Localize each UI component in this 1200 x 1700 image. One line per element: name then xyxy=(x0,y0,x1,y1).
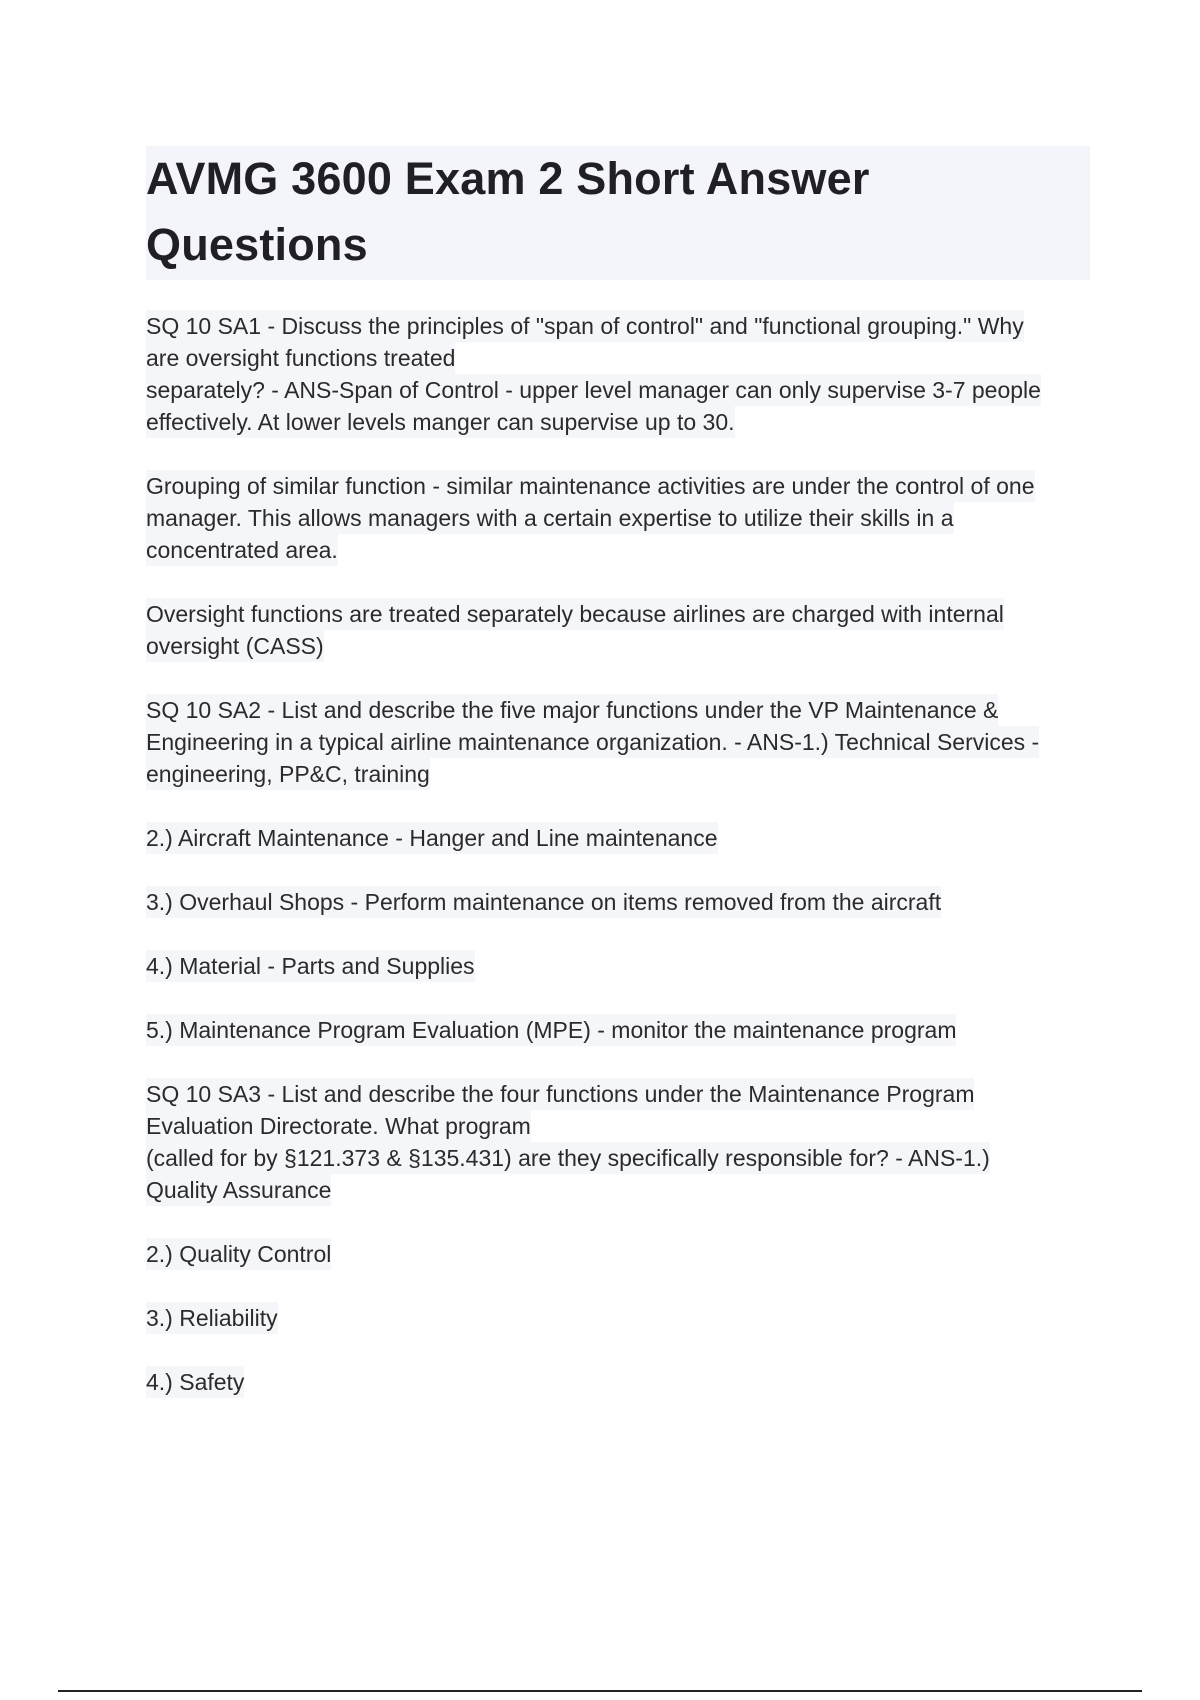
text-line: oversight (CASS) xyxy=(146,630,324,662)
text-line: 4.) Material - Parts and Supplies xyxy=(146,950,475,982)
text-line: Quality Assurance xyxy=(146,1174,331,1206)
text-line: Evaluation Directorate. What program xyxy=(146,1110,531,1142)
list-item xyxy=(146,1238,1090,1270)
list-item xyxy=(146,950,1090,982)
document-title xyxy=(146,146,1090,278)
footer-divider xyxy=(58,1690,1142,1692)
text-line: (called for by §121.373 & §135.431) are they specifically responsible for? - ANS-1.) xyxy=(146,1142,990,1174)
text-line: separately? - ANS-Span of Control - upper level manager can only supervise 3-7 people xyxy=(146,374,1041,406)
text-line: 2.) Aircraft Maintenance - Hanger and Line maintenance xyxy=(146,822,718,854)
text-line: 3.) Reliability xyxy=(146,1302,278,1334)
text-line: manager. This allows managers with a certain expertise to utilize their skills in a xyxy=(146,502,954,534)
text-line: SQ 10 SA1 - Discuss the principles of "span of control" and "functional grouping." Why xyxy=(146,310,1024,342)
paragraph-sa3-question xyxy=(146,1078,1090,1206)
text-line: engineering, PP&C, training xyxy=(146,758,430,790)
list-item xyxy=(146,1366,1090,1398)
text-line: Oversight functions are treated separately because airlines are charged with internal xyxy=(146,598,1004,630)
paragraph-grouping xyxy=(146,470,1090,566)
paragraph-oversight xyxy=(146,598,1090,662)
text-line: effectively. At lower levels manger can supervise up to 30. xyxy=(146,406,735,438)
text-line: 2.) Quality Control xyxy=(146,1238,331,1270)
text-line: 5.) Maintenance Program Evaluation (MPE) - monitor the maintenance program xyxy=(146,1014,956,1046)
paragraph-sa2-question xyxy=(146,694,1090,790)
text-line: concentrated area. xyxy=(146,534,338,566)
text-line: 3.) Overhaul Shops - Perform maintenance on items removed from the aircraft xyxy=(146,886,941,918)
text-line: SQ 10 SA3 - List and describe the four functions under the Maintenance Program xyxy=(146,1078,974,1110)
list-item xyxy=(146,886,1090,918)
text-line: 4.) Safety xyxy=(146,1366,244,1398)
title-line-1: AVMG 3600 Exam 2 Short Answer xyxy=(146,153,870,204)
paragraph-sa1-question xyxy=(146,310,1090,438)
title-line-2: Questions xyxy=(146,219,368,270)
text-line: Engineering in a typical airline maintenance organization. - ANS-1.) Technical Services - xyxy=(146,726,1039,758)
text-line: SQ 10 SA2 - List and describe the five major functions under the VP Maintenance & xyxy=(146,694,998,726)
text-line: Grouping of similar function - similar maintenance activities are under the control of one xyxy=(146,470,1035,502)
text-line: are oversight functions treated xyxy=(146,342,455,374)
list-item xyxy=(146,1014,1090,1046)
title-block xyxy=(146,146,1090,280)
document-body xyxy=(146,310,1090,1430)
list-item xyxy=(146,1302,1090,1334)
list-item xyxy=(146,822,1090,854)
